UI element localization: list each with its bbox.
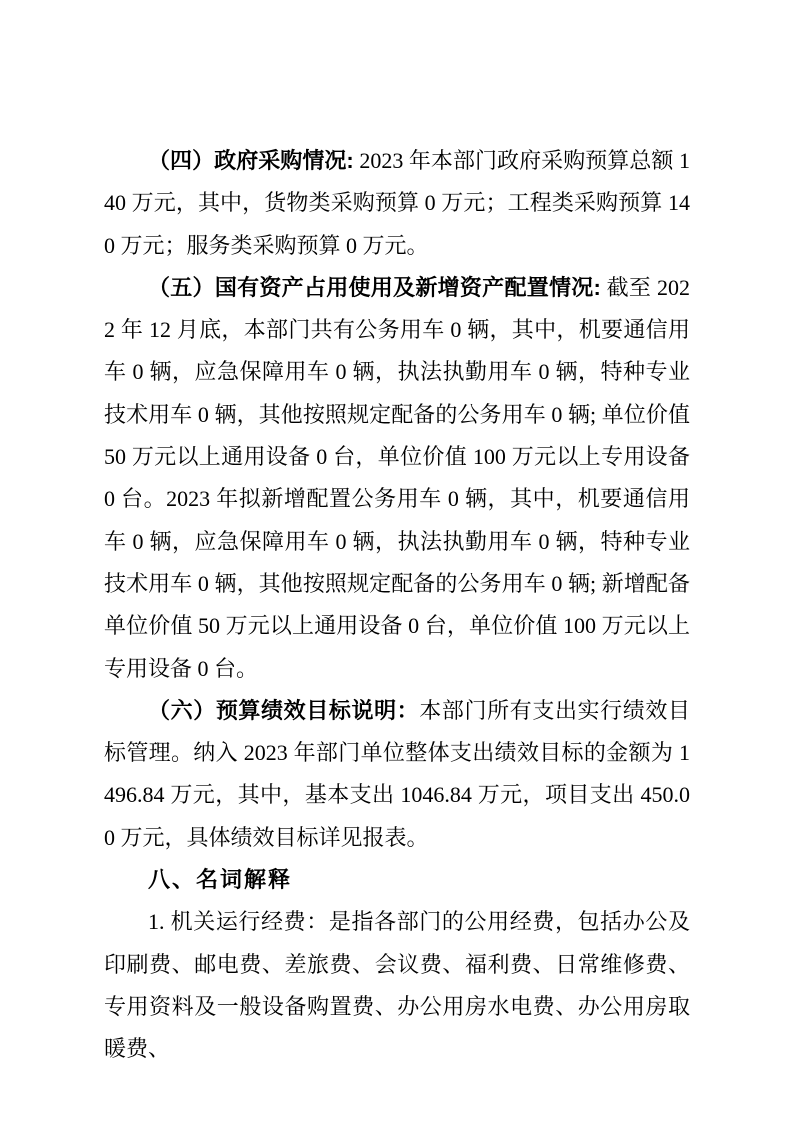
paragraph-section-5-state-assets: [104, 267, 690, 690]
paragraph-section-6-performance-targets: [104, 690, 690, 859]
section-6-body: 本部门所有支出实行绩效目标管理。纳入 2023 年部门单位整体支出绩效目标的金额为 1496.84 万元，其中，基本支出 1046.84 万元，项目支出 450.00 万元，具体绩效目标详见报表。: [104, 697, 690, 850]
document-content: [104, 140, 690, 1071]
section-4-body: 2023 年本部门政府采购预算总额 140 万元，其中，货物类采购预算 0 万元；工程类采购预算 140 万元；服务类采购预算 0 万元。: [104, 148, 690, 258]
term-1-body: 1. 机关运行经费：是指各部门的公用经费，包括办公及印刷费、邮电费、差旅费、会议费、福利费、日常维修费、专用资料及一般设备购置费、办公用房水电费、办公用房取暖费、: [104, 909, 690, 1062]
heading-glossary: [104, 859, 690, 901]
paragraph-term-1-agency-operating-funds: [104, 901, 690, 1070]
section-5-body: 截至 2022 年 12 月底，本部门共有公务用车 0 辆，其中，机要通信用车 0 辆，应急保障用车 0 辆，执法执勤用车 0 辆，特种专业技术用车 0 辆，其他按照规定配备的公务用车 0 辆; 单位价值 50 万元以上通用设备 0 台，单位价值 100 万元以上专用设备 0 台。2023 年拟新增配置公务用车 0 辆，其中，机要通信用车 0 辆，应急保障用车 0 辆，执法执勤用车 0 辆，特种专业技术用车 0 辆，其他按照规定配备的公务用车 0 辆; 新增配备单位价值 50 万元以上通用设备 0 台，单位价值 100 万元以上专用设备 0 台。: [104, 274, 690, 681]
section-5-lead: （五）国有资产占用使用及新增资产配置情况:: [148, 274, 601, 300]
paragraph-section-4-government-procurement: [104, 140, 690, 267]
section-4-lead: （四）政府采购情况:: [148, 148, 354, 173]
heading-glossary-text: 八、名词解释: [148, 867, 293, 893]
section-6-lead: （六）预算绩效目标说明：: [148, 697, 420, 723]
